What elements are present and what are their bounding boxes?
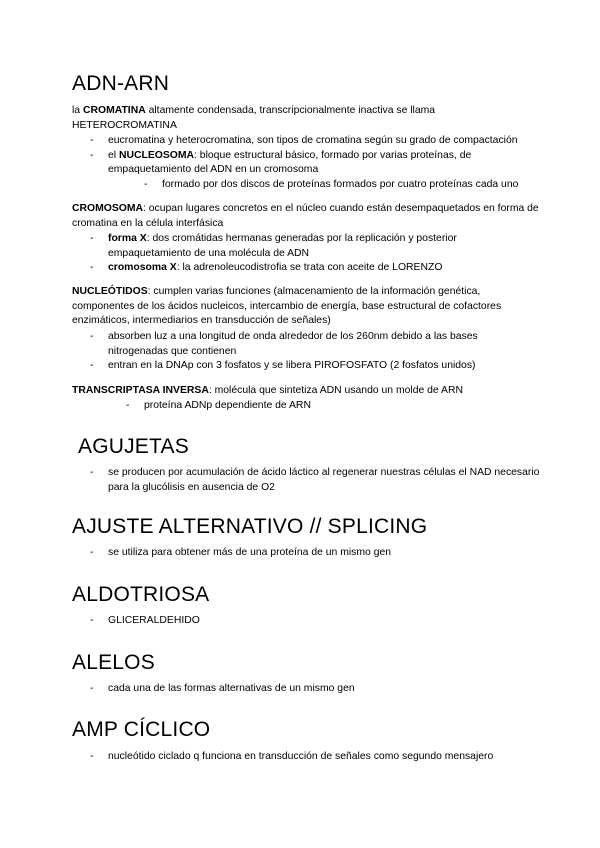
list-item: - el NUCLEOSOMA: bloque estructural básico, formado por varias proteínas, de empaquetamiento del ADN en un cromosoma - formado por dos discos de proteínas formados por cuatro proteínas cada uno	[90, 149, 540, 193]
term-cromosoma-x: cromosoma X	[108, 262, 177, 274]
term-cromatina: CROMATINA	[82, 105, 146, 116]
list-item: - eucromatina y heterocromatina, son tipos de cromatina según su grado de compactación	[90, 134, 540, 149]
paragraph-cromosoma: CROMOSOMA: ocupan lugares concretos en el núcleo cuando están desempaquetados en forma de cromatina en la célula interfásica	[72, 203, 539, 229]
list-item: - nucleótido ciclado q funciona en transducción de señales como segundo mensajero	[90, 750, 540, 765]
heading-agujetas: AGUJETAS	[78, 435, 189, 458]
paragraph-transcriptasa: TRANSCRIPTASA INVERSA: molécula que sintetiza ADN usando un molde de ARN	[72, 385, 463, 396]
list-item: - se producen por acumulación de ácido láctico al regenerar nuestras células el NAD necesario para la glucólisis en ausencia de O2	[90, 466, 540, 495]
list-cromosoma	[90, 232, 540, 276]
list-item: - forma X: dos cromátidas hermanas generadas por la replicación y posterior empaquetamiento de una molécula de ADN	[90, 232, 540, 261]
heading-aldotriosa: ALDOTRIOSA	[72, 583, 210, 606]
heading-amp-ciclico: AMP CÍCLICO	[72, 718, 211, 741]
heading-adn-arn: ADN-ARN	[72, 72, 170, 95]
list-agujetas	[90, 466, 540, 495]
list-cromatina	[90, 134, 540, 192]
heading-alelos: ALELOS	[72, 651, 155, 674]
list-item: - entran en la DNAp con 3 fosfatos y se libera PIROFOSFATO (2 fosfatos unidos)	[90, 359, 540, 374]
list-item: - absorben luz a una longitud de onda alrededor de los 260nm debido a las bases nitrogenadas que contienen	[90, 330, 540, 359]
list-item: - formado por dos discos de proteínas formados por cuatro proteínas cada uno	[144, 178, 540, 193]
term-cromosoma: CROMOSOMA	[72, 203, 143, 214]
term-transcriptasa-inversa: TRANSCRIPTASA INVERSA	[72, 385, 209, 396]
list-alelos	[90, 682, 540, 697]
term-nucleosoma: NUCLEOSOMA	[118, 149, 195, 161]
list-nucleotidos	[90, 330, 540, 374]
paragraph-nucleotidos: NUCLEÓTIDOS: cumplen varias funciones (almacenamiento de la información genética, componentes de los ácidos nucleicos, intercambio de energía, base estructural de cofactores enzimáticos, intermediarios en transducción de señales)	[72, 286, 502, 327]
sublist-transcriptasa	[126, 399, 576, 414]
list-item: - se utiliza para obtener más de una proteína de un mismo gen	[90, 546, 540, 561]
term-forma-x: forma X	[108, 233, 147, 244]
list-item: - proteína ADNp dependiente de ARN	[126, 399, 576, 414]
list-amp	[90, 750, 540, 765]
list-item: - GLICERALDEHIDO	[90, 614, 540, 629]
heading-ajuste-alternativo: AJUSTE ALTERNATIVO // SPLICING	[72, 515, 428, 538]
list-aldotriosa	[90, 614, 540, 629]
sublist-nucleosoma	[108, 178, 540, 193]
term-nucleotidos: NUCLEÓTIDOS	[72, 286, 148, 297]
list-item: - cromosoma X: la adrenoleucodistrofia se trata con aceite de LORENZO	[90, 261, 540, 276]
list-ajuste	[90, 546, 540, 561]
list-item: - cada una de las formas alternativas de un mismo gen	[90, 682, 540, 697]
paragraph-cromatina: la CROMATINA altamente condensada, transcripcionalmente inactiva se llama HETEROCROMATINA	[72, 105, 436, 131]
